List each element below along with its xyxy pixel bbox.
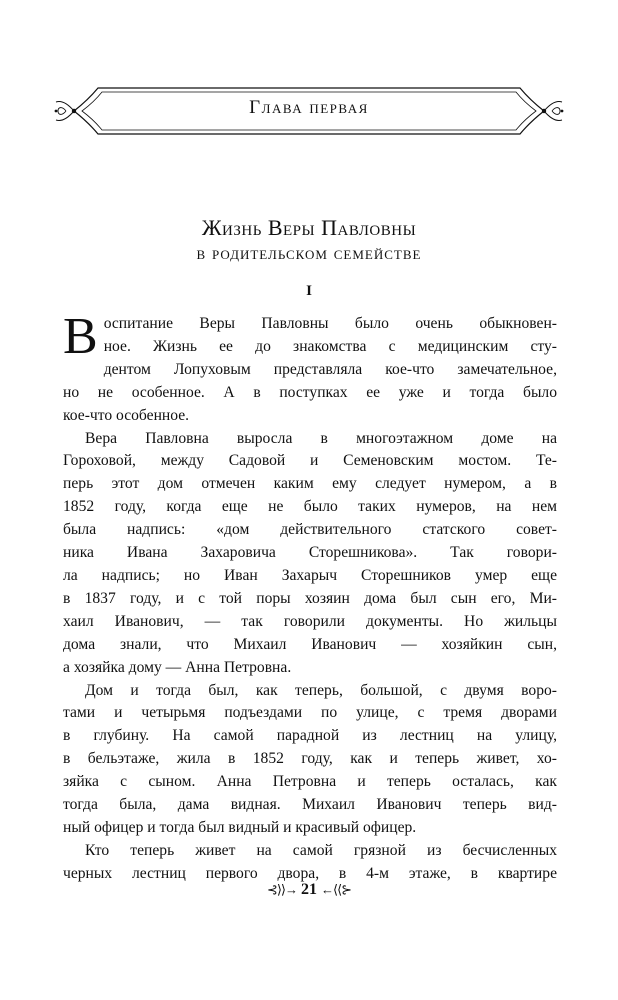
text-line: ла надпись; но Иван Захарыч Сторешников умер еще [63,566,557,584]
text-line: дома знали, что Михаил Иванович — хозяйкин сын, [63,635,557,653]
text-line: в глубину. На самой парадной из лестниц на улицу, [63,727,557,745]
text-line: Гороховой, между Садовой и Семеновским мостом. Те- [63,452,557,470]
chapter-subtitle: в родительском семействе [196,243,422,264]
text-line: Воспитание Веры Павловны было очень обыкновен- [63,308,557,365]
body-text [63,308,557,886]
text-line: ный офицер и тогда был видный и красивый офицер. [63,818,417,836]
text-line: дентом Лопуховым представляла кое-что замечательное, [103,360,557,378]
text-line: была надпись: «дом действительного статского совет- [63,521,557,539]
text-line: в бельэтаже, жила в 1852 году, как и теперь живет, хо- [63,750,557,768]
text-line: но не особенное. А в поступках ее уже и тогда было [63,383,557,401]
page-footer [0,881,618,899]
text-line: тогда была, дама видная. Михаил Иванович теперь вид- [63,796,557,814]
page-number: 21 [301,881,317,898]
text-line: а хозяйка дому — Анна Петровна. [63,658,292,676]
right-ornament-icon: ←⟨⟨⊱ [321,882,352,897]
text-line: ника Ивана Захаровича Сторешникова». Так говори- [63,544,557,562]
chapter-label: Глава первая [249,97,369,118]
text-line: в 1837 году, и с той поры хозяин дома был сын его, Ми- [63,589,557,607]
text-line: зяйка с сыном. Анна Петровна и теперь осталась, как [63,773,557,791]
text-line: перь этот дом отмечен каким ему следует нумером, а в [63,475,557,493]
text-line: 1852 году, когда еще не было таких нумеров, на нем [63,498,557,516]
text-line: ное. Жизнь ее до знакомства с медицинским сту- [103,337,557,355]
text-line: тами и четырьмя подъездами по улице, с тремя дворами [63,704,557,722]
section-number: I [306,283,312,299]
text-line: Кто теперь живет на самой грязной из бесчисленных [85,841,557,859]
left-ornament-icon: ⊰⟩⟩→ [266,882,297,897]
chapter-title: Жизнь Веры Павловны [201,215,417,240]
text-line: кое-что особенное. [63,406,190,424]
text-line: хаил Иванович, — так говорили документы. Но жильцы [63,612,557,630]
text-line: Вера Павловна выросла в многоэтажном доме на [85,429,557,447]
drop-cap: В [63,308,98,365]
chapter-banner [52,82,566,140]
text-line: черных лестниц первого двора, в 4-м этаже, в квартире [63,864,557,882]
text-line: Дом и тогда был, как теперь, большой, с двумя воро- [85,681,557,699]
